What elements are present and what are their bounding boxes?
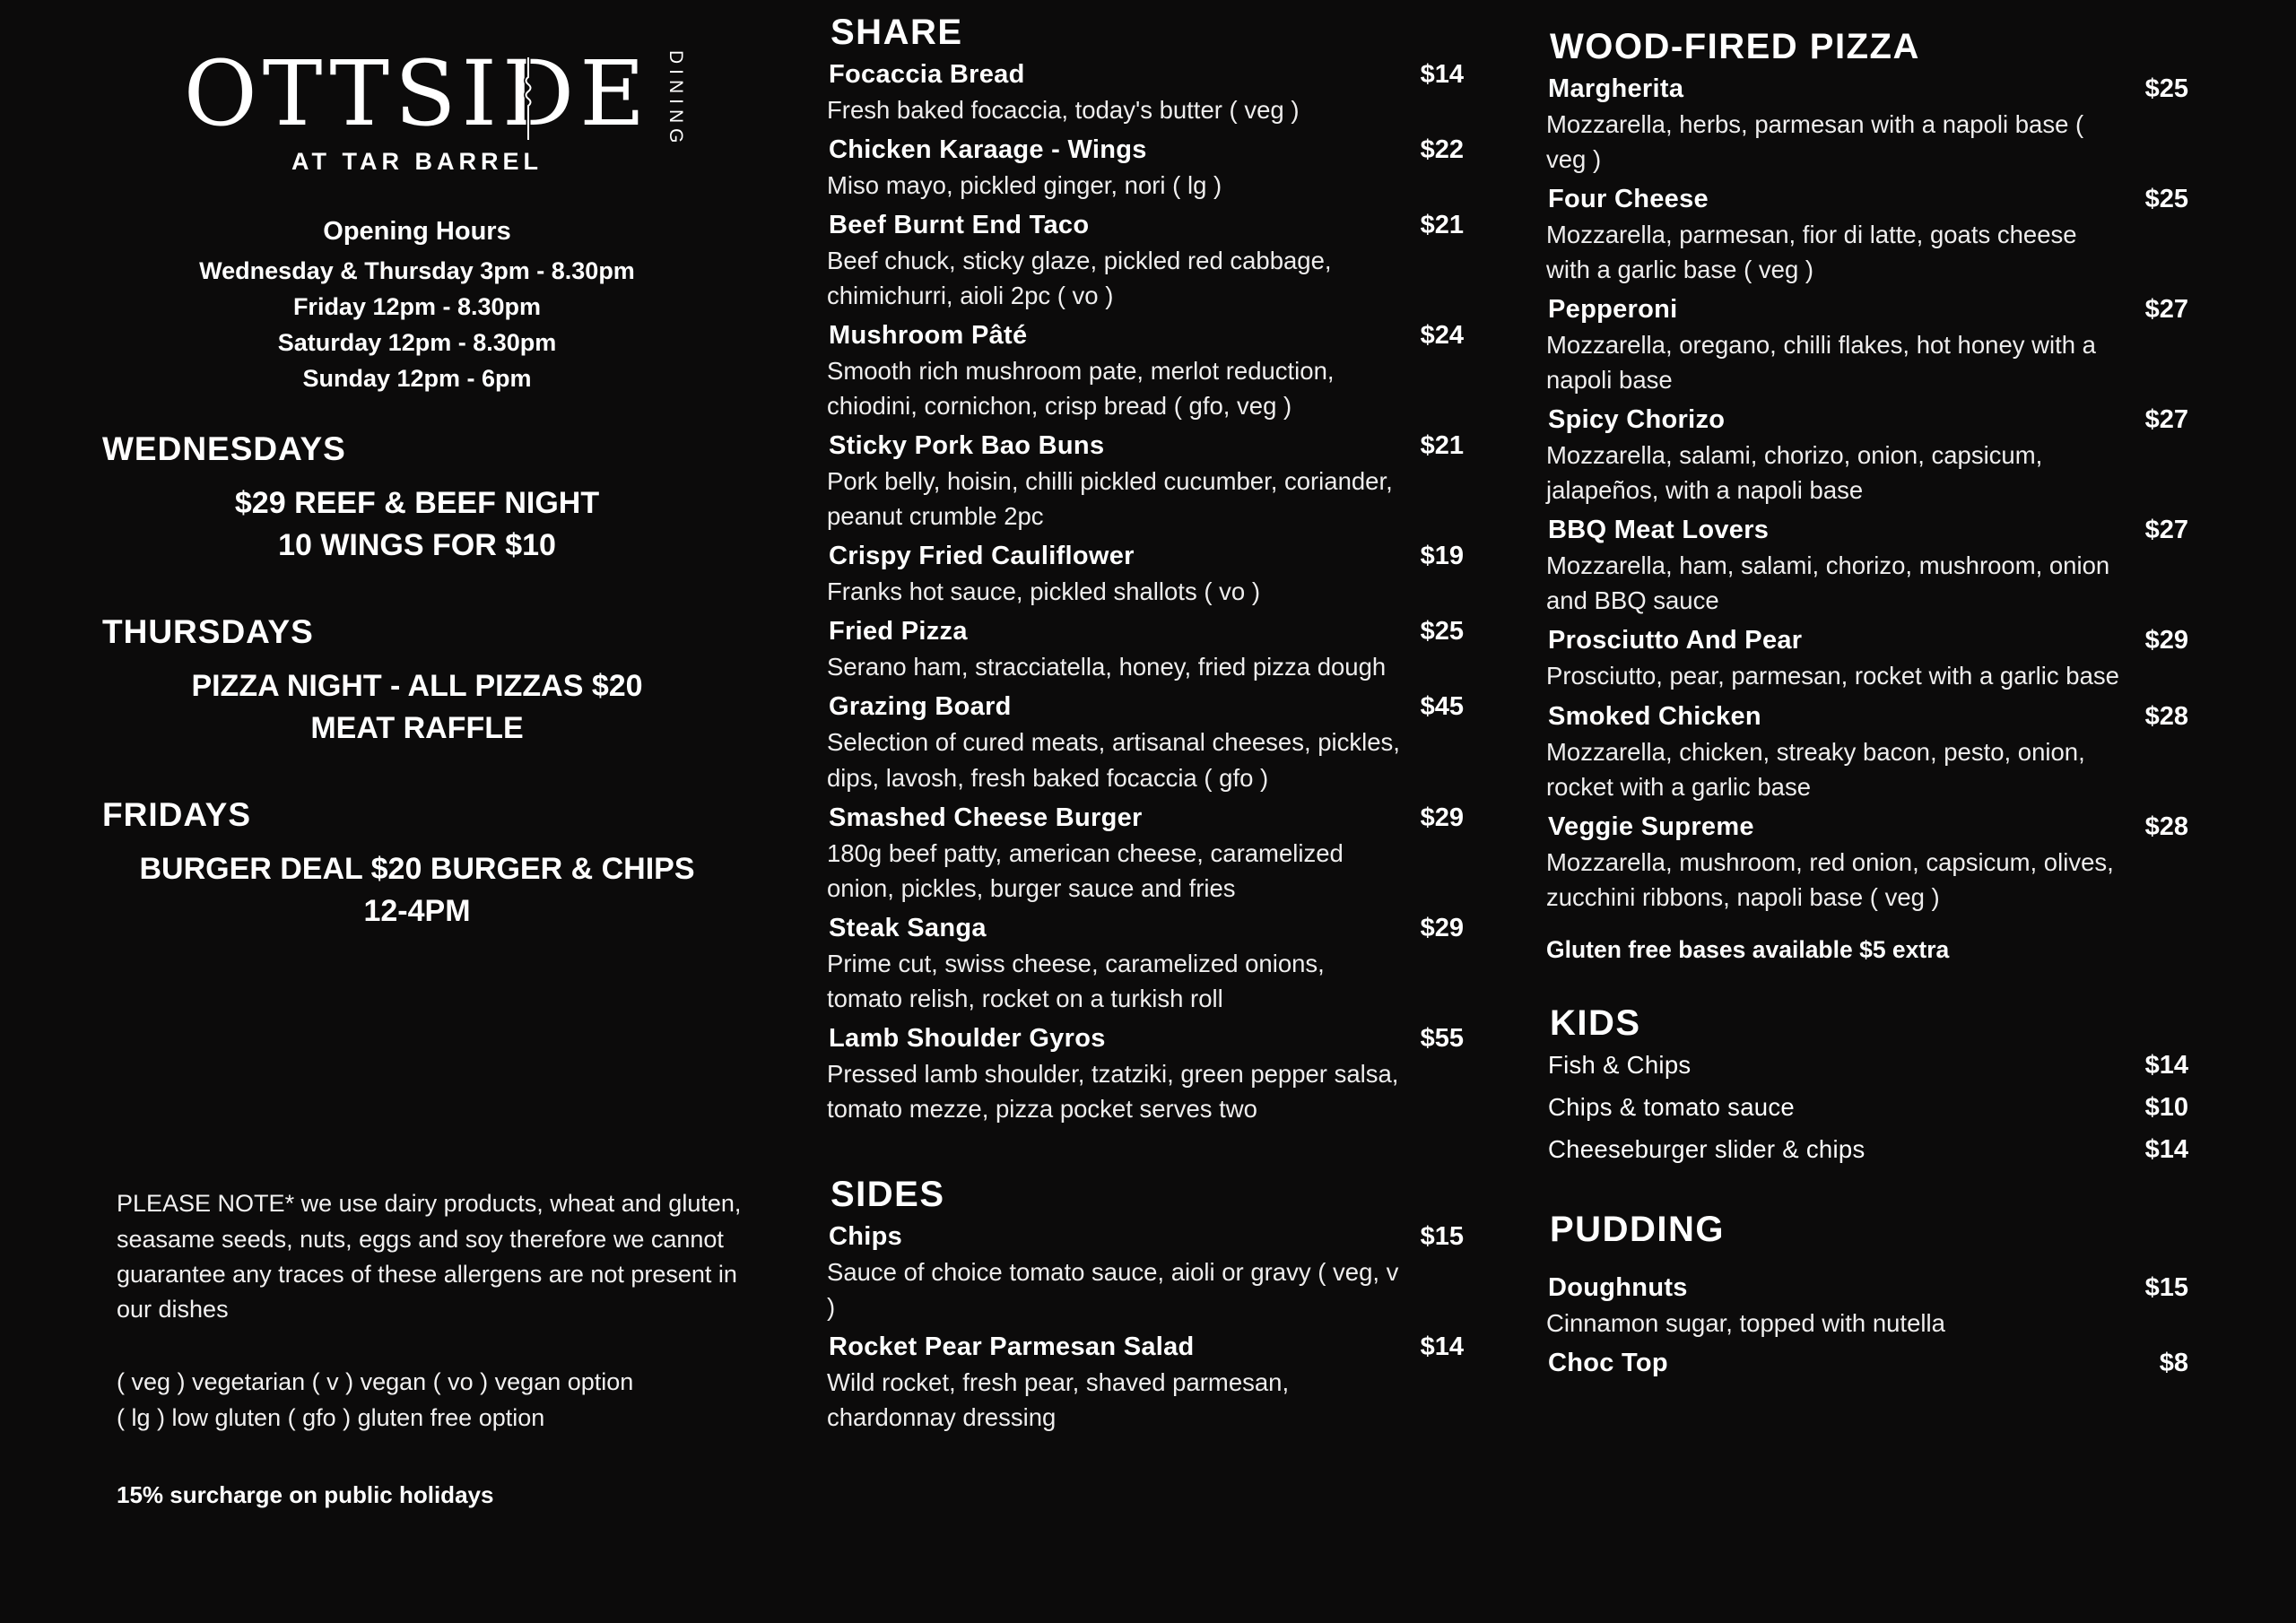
menu-item-row bbox=[825, 1024, 1464, 1054]
menu-item bbox=[825, 135, 1464, 203]
item-description: Fresh baked focaccia, today's butter ( veg ) bbox=[827, 96, 1300, 124]
item-price: $22 bbox=[1420, 135, 1464, 165]
section-title-pizza: WOOD-FIRED PIZZA bbox=[1550, 27, 1920, 66]
item-description: Pork belly, hoisin, chilli pickled cucumber, coriander, peanut crumble 2pc bbox=[827, 467, 1393, 531]
section-share bbox=[825, 13, 1464, 1126]
menu-item-row bbox=[1544, 295, 2188, 325]
item-price: $14 bbox=[2144, 1050, 2188, 1080]
item-description: Mozzarella, oregano, chilli flakes, hot honey with a napoli base bbox=[1546, 331, 2096, 395]
menu-item bbox=[825, 803, 1464, 906]
item-name: Crispy Fried Cauliflower bbox=[829, 542, 1135, 571]
menu-item bbox=[1544, 1093, 2188, 1123]
menu-item-row bbox=[825, 1332, 1464, 1362]
special-day-heading: THURSDAYS bbox=[102, 612, 314, 650]
item-name: Choc Top bbox=[1548, 1348, 1668, 1377]
menu-item bbox=[825, 1024, 1464, 1126]
item-price: $28 bbox=[2144, 812, 2188, 841]
menu-item bbox=[1544, 626, 2188, 693]
item-description: Mozzarella, ham, salami, chorizo, mushroom, onion and BBQ sauce bbox=[1546, 551, 2110, 615]
right-column bbox=[1544, 0, 2188, 1386]
item-description: Miso mayo, pickled ginger, nori ( lg ) bbox=[827, 171, 1222, 200]
special-day-heading: WEDNESDAYS bbox=[102, 430, 346, 467]
item-description: Mozzarella, parmesan, fior di latte, goats cheese with a garlic base ( veg ) bbox=[1546, 221, 2077, 284]
item-name: Sticky Pork Bao Buns bbox=[829, 431, 1105, 461]
section-title-pudding: PUDDING bbox=[1550, 1209, 1725, 1249]
logo-location: AT TAR BARREL bbox=[291, 148, 543, 175]
item-description: Franks hot sauce, pickled shallots ( vo ) bbox=[827, 577, 1260, 606]
special-detail-line: 10 WINGS FOR $10 bbox=[278, 527, 556, 562]
menu-item bbox=[825, 1332, 1464, 1435]
section-wood-fired-pizza bbox=[1544, 27, 2188, 964]
menu-item bbox=[1544, 1273, 2188, 1341]
special-block bbox=[72, 796, 762, 933]
item-description: Mozzarella, herbs, parmesan with a napoli base ( veg ) bbox=[1546, 110, 2084, 174]
menu-item bbox=[825, 542, 1464, 609]
item-price: $14 bbox=[1420, 60, 1464, 89]
menu-item bbox=[1544, 812, 2188, 915]
item-name: Smoked Chicken bbox=[1548, 701, 1761, 731]
opening-hours-line: Sunday 12pm - 6pm bbox=[302, 365, 532, 392]
menu-item bbox=[1544, 185, 2188, 287]
menu-item-row bbox=[825, 1222, 1464, 1252]
opening-hours-line: Friday 12pm - 8.30pm bbox=[292, 293, 542, 320]
menu-item bbox=[825, 60, 1464, 127]
item-price: $27 bbox=[2144, 516, 2188, 545]
section-sides bbox=[825, 1175, 1464, 1435]
item-name: Steak Sanga bbox=[829, 913, 987, 942]
item-name: Smashed Cheese Burger bbox=[829, 803, 1143, 832]
menu-item bbox=[1544, 516, 2188, 618]
menu-item-row bbox=[825, 803, 1464, 833]
item-price: $14 bbox=[2144, 1134, 2188, 1164]
weekly-specials bbox=[72, 430, 762, 932]
menu-item-row bbox=[825, 542, 1464, 571]
opening-hours bbox=[72, 217, 762, 393]
item-price: $21 bbox=[1420, 211, 1464, 240]
menu-item bbox=[825, 321, 1464, 423]
item-description: Smooth rich mushroom pate, merlot reduction, chiodini, cornichon, crisp bread ( gfo, veg ) bbox=[827, 357, 1335, 421]
middle-column bbox=[825, 0, 1464, 1443]
item-price: $10 bbox=[2144, 1092, 2188, 1122]
menu-item bbox=[825, 914, 1464, 1016]
logo-dining-label: DINING bbox=[665, 50, 687, 149]
menu-item-row bbox=[825, 211, 1464, 240]
section-pudding bbox=[1544, 1210, 2188, 1378]
item-name: Margherita bbox=[1548, 74, 1684, 103]
brand-logo bbox=[72, 41, 762, 176]
menu-item-row bbox=[1544, 812, 2188, 842]
menu-item-row bbox=[825, 431, 1464, 461]
dietary-legend-line: ( veg ) vegetarian ( v ) vegan ( vo ) vegan option bbox=[117, 1368, 634, 1395]
item-name: BBQ Meat Lovers bbox=[1548, 516, 1770, 545]
opening-hours-line: Saturday 12pm - 8.30pm bbox=[277, 329, 557, 356]
item-description: Sauce of choice tomato sauce, aioli or gravy ( veg, v ) bbox=[827, 1257, 1399, 1321]
section-kids bbox=[1544, 1003, 2188, 1165]
item-description: Mozzarella, chicken, streaky bacon, pesto, onion, rocket with a garlic base bbox=[1546, 737, 2085, 801]
item-description: Mozzarella, salami, chorizo, onion, capsicum, jalapeños, with a napoli base bbox=[1546, 441, 2043, 505]
pudding-item-list bbox=[1544, 1273, 2188, 1378]
item-price: $19 bbox=[1420, 542, 1464, 571]
dietary-legend bbox=[117, 1365, 762, 1436]
item-price: $29 bbox=[1420, 803, 1464, 832]
allergen-note: PLEASE NOTE* we use dairy products, wheat and gluten, seasame seeds, nuts, eggs and soy therefore we cannot guarantee any traces of these allergens are not present in our dishes bbox=[117, 1190, 742, 1323]
menu-item bbox=[825, 1222, 1464, 1324]
menu-item-row bbox=[1544, 702, 2188, 732]
item-description: Pressed lamb shoulder, tzatziki, green pepper salsa, tomato mezze, pizza pocket serves two bbox=[827, 1059, 1399, 1123]
menu-item bbox=[1544, 1349, 2188, 1378]
item-name: Cheeseburger slider & chips bbox=[1548, 1134, 1866, 1163]
sides-item-list bbox=[825, 1222, 1464, 1435]
special-detail-line: MEAT RAFFLE bbox=[310, 710, 524, 745]
menu-item bbox=[1544, 1051, 2188, 1081]
menu-item bbox=[825, 692, 1464, 794]
item-name: Chicken Karaage - Wings bbox=[829, 135, 1147, 165]
menu-item bbox=[1544, 74, 2188, 177]
item-description: Serano ham, stracciatella, honey, fried pizza dough bbox=[827, 653, 1387, 681]
item-name: Lamb Shoulder Gyros bbox=[829, 1023, 1106, 1053]
menu-item-row bbox=[1544, 626, 2188, 655]
item-description: Mozzarella, mushroom, red onion, capsicum, olives, zucchini ribbons, napoli base ( veg ) bbox=[1546, 847, 2114, 911]
item-name: Prosciutto And Pear bbox=[1548, 626, 1803, 655]
item-price: $8 bbox=[2159, 1348, 2188, 1377]
menu-item-row bbox=[1544, 405, 2188, 435]
menu-item bbox=[825, 431, 1464, 534]
item-name: Mushroom Pâté bbox=[829, 321, 1028, 351]
item-name: Pepperoni bbox=[1548, 295, 1678, 325]
share-item-list bbox=[825, 60, 1464, 1126]
menu-item-row bbox=[1544, 1349, 2188, 1378]
item-price: $15 bbox=[1420, 1221, 1464, 1251]
kids-item-list bbox=[1544, 1051, 2188, 1165]
item-price: $15 bbox=[2144, 1272, 2188, 1302]
menu-item-row bbox=[1544, 516, 2188, 545]
footer-notes bbox=[72, 1186, 762, 1508]
special-detail-line: 12-4PM bbox=[363, 893, 471, 928]
special-block bbox=[72, 613, 762, 750]
item-name: Focaccia Bread bbox=[829, 60, 1025, 89]
menu-item bbox=[1544, 295, 2188, 397]
logo-wordmark-row bbox=[183, 41, 687, 149]
section-title-kids: KIDS bbox=[1550, 1002, 1641, 1043]
item-price: $29 bbox=[1420, 913, 1464, 942]
menu-item-row bbox=[1544, 74, 2188, 104]
menu-item-row bbox=[1544, 1135, 2188, 1165]
item-name: Fish & Chips bbox=[1548, 1050, 1692, 1079]
menu-item-row bbox=[825, 60, 1464, 90]
item-price: $28 bbox=[2144, 701, 2188, 731]
section-title-share: SHARE bbox=[831, 13, 963, 52]
special-detail-line: PIZZA NIGHT - ALL PIZZAS $20 bbox=[191, 668, 643, 703]
menu-item-row bbox=[1544, 1093, 2188, 1123]
item-name: Beef Burnt End Taco bbox=[829, 211, 1090, 240]
item-price: $29 bbox=[2144, 626, 2188, 655]
item-description: Wild rocket, fresh pear, shaved parmesan, chardonnay dressing bbox=[827, 1367, 1290, 1431]
item-description: Selection of cured meats, artisanal cheeses, pickles, dips, lavosh, fresh baked focaccia ( gfo ) bbox=[827, 728, 1400, 792]
menu-item bbox=[1544, 702, 2188, 804]
menu-item-row bbox=[825, 617, 1464, 647]
item-name: Spicy Chorizo bbox=[1548, 405, 1726, 435]
item-name: Rocket Pear Parmesan Salad bbox=[829, 1332, 1195, 1361]
item-name: Fried Pizza bbox=[829, 617, 968, 647]
opening-hours-line: Wednesday & Thursday 3pm - 8.30pm bbox=[199, 257, 635, 284]
item-description: Prime cut, swiss cheese, caramelized onions, tomato relish, rocket on a turkish roll bbox=[827, 949, 1325, 1012]
item-name: Chips bbox=[829, 1221, 903, 1251]
dietary-legend-line: ( lg ) low gluten ( gfo ) gluten free option bbox=[117, 1403, 545, 1431]
item-price: $14 bbox=[1420, 1332, 1464, 1361]
special-detail-line: $29 REEF & BEEF NIGHT bbox=[234, 486, 600, 520]
item-price: $45 bbox=[1420, 692, 1464, 722]
section-title-sides: SIDES bbox=[831, 1174, 945, 1214]
special-day-heading: FRIDAYS bbox=[102, 795, 252, 833]
left-column bbox=[72, 0, 762, 1509]
menu-item-row bbox=[825, 692, 1464, 722]
item-price: $27 bbox=[2144, 405, 2188, 435]
corkscrew-icon bbox=[522, 57, 535, 140]
menu-item-row bbox=[1544, 185, 2188, 214]
menu-item-row bbox=[825, 914, 1464, 943]
item-description: 180g beef patty, american cheese, caramelized onion, pickles, burger sauce and fries bbox=[827, 838, 1344, 902]
special-detail-line: BURGER DEAL $20 BURGER & CHIPS bbox=[139, 851, 695, 886]
item-description: Cinnamon sugar, topped with nutella bbox=[1546, 1308, 1945, 1337]
opening-hours-title: Opening Hours bbox=[323, 217, 511, 246]
menu-item bbox=[825, 617, 1464, 684]
item-price: $24 bbox=[1420, 321, 1464, 351]
pizza-item-list bbox=[1544, 74, 2188, 915]
item-description: Prosciutto, pear, parmesan, rocket with a garlic base bbox=[1546, 662, 2119, 690]
logo-wordmark: OTTSIDE bbox=[183, 41, 651, 146]
item-name: Doughnuts bbox=[1548, 1272, 1688, 1302]
special-block bbox=[72, 430, 762, 567]
item-name: Four Cheese bbox=[1548, 185, 1709, 214]
item-description: Beef chuck, sticky glaze, pickled red cabbage, chimichurri, aioli 2pc ( vo ) bbox=[827, 247, 1332, 310]
item-price: $25 bbox=[1420, 617, 1464, 647]
menu-item-row bbox=[825, 321, 1464, 351]
item-name: Grazing Board bbox=[829, 692, 1012, 722]
menu-item bbox=[825, 211, 1464, 313]
menu-item-row bbox=[1544, 1273, 2188, 1303]
item-name: Chips & tomato sauce bbox=[1548, 1092, 1796, 1121]
menu-item-row bbox=[825, 135, 1464, 165]
item-name: Veggie Supreme bbox=[1548, 812, 1754, 841]
item-price: $21 bbox=[1420, 431, 1464, 461]
gluten-free-note: Gluten free bases available $5 extra bbox=[1546, 935, 1950, 963]
surcharge-note: 15% surcharge on public holidays bbox=[117, 1480, 494, 1508]
menu-item-row bbox=[1544, 1051, 2188, 1081]
item-price: $55 bbox=[1420, 1023, 1464, 1053]
menu-item bbox=[1544, 405, 2188, 508]
item-price: $25 bbox=[2144, 185, 2188, 214]
menu-item bbox=[1544, 1135, 2188, 1165]
item-price: $25 bbox=[2144, 74, 2188, 103]
item-price: $27 bbox=[2144, 295, 2188, 325]
